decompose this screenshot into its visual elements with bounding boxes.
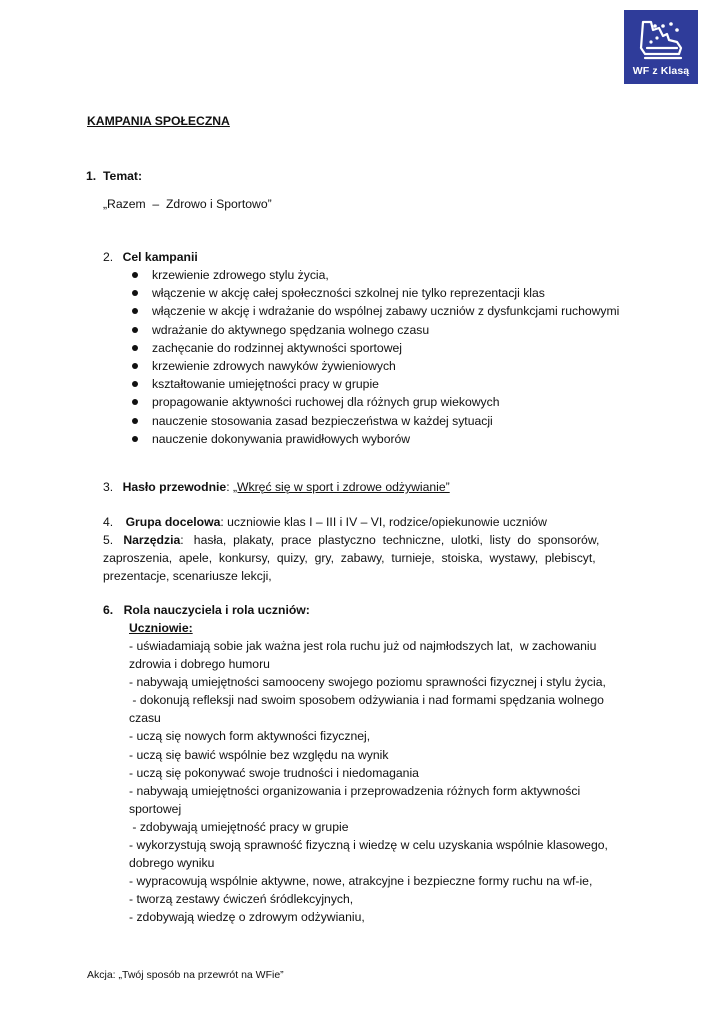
goal-item: [129, 339, 689, 357]
section-5-line-3: prezentacje, scenariusze lekcji,: [103, 569, 272, 584]
section-1-number: 1.: [86, 169, 97, 183]
bullet-icon: [132, 381, 138, 387]
role-line: - zdobywają umiejętność pracy w grupie: [129, 819, 349, 834]
section-3: [103, 478, 450, 496]
role-line: - uczą się nowych form aktywności fizycznej,: [129, 729, 371, 744]
role-line: dobrego wyniku: [129, 856, 215, 871]
section-2-number: 2.: [103, 250, 114, 264]
section-1-theme: „Razem – Zdrowo i Sportowo”: [103, 197, 272, 211]
page-footer: Akcja: „Twój sposób na przewrót na WFie”: [87, 969, 284, 981]
document-title: KAMPANIA SPOŁECZNA: [87, 114, 230, 128]
goal-text: krzewienie zdrowych nawyków żywieniowych: [152, 358, 396, 373]
logo-text: WF z Klasą: [632, 65, 690, 77]
goal-item: [129, 302, 689, 320]
sneaker-icon: [637, 18, 685, 64]
goal-item: [129, 357, 689, 375]
bullet-icon: [132, 399, 138, 405]
section-3-label: Hasło przewodnie: [122, 480, 227, 494]
goal-item: [129, 412, 689, 430]
goal-text: zachęcanie do rodzinnej aktywności sportowej: [152, 340, 402, 355]
role-line: - wykorzystują swoją sprawność fizyczną i wiedzę w celu uzyskania wspólnie klasowego,: [129, 838, 608, 853]
role-line: zdrowia i dobrego humoru: [129, 657, 270, 672]
section-4-label: Grupa docelowa: [125, 515, 221, 529]
bullet-icon: [132, 327, 138, 333]
goal-text: nauczenie stosowania zasad bezpieczeństwa w każdej sytuacji: [152, 413, 493, 428]
role-line: - nabywają umiejętności samooceny swojego poziomu sprawności fizycznej i stylu życia,: [129, 675, 606, 690]
section-5-text-1: : hasła, plakaty, prace plastyczno techniczne, ulotki, listy do sponsorów,: [180, 533, 600, 547]
goal-item: [129, 375, 689, 393]
goals-list: [129, 266, 689, 448]
section-5-line-2: zaproszenia, apele, konkursy, quizy, gry, zabawy, turnieje, stoiska, wystawy, plebiscyt,: [103, 551, 596, 566]
section-3-separator: :: [226, 480, 233, 494]
section-6-heading: [103, 601, 310, 619]
goal-text: kształtowanie umiejętności pracy w grupie: [152, 377, 379, 392]
role-line: - zdobywają wiedzę o zdrowym odżywianiu,: [129, 910, 365, 925]
bullet-icon: [132, 345, 138, 351]
goal-text: włączenie w akcję całej społeczności szkolnej nie tylko reprezentacji klas: [152, 286, 545, 301]
section-2-heading: [103, 248, 198, 266]
role-line: - nabywają umiejętności organizowania i przeprowadzenia różnych form aktywności: [129, 783, 581, 798]
section-5-line-1: [103, 531, 638, 549]
section-2-label: Cel kampanii: [122, 250, 198, 264]
role-line: - uświadamiają sobie jak ważna jest rola ruchu już od najmłodszych lat, w zachowaniu: [129, 639, 597, 653]
goal-text: propagowanie aktywności ruchowej dla różnych grup wiekowych: [152, 395, 500, 410]
bullet-icon: [132, 272, 138, 278]
role-line: sportowej: [129, 801, 182, 816]
goal-item: [129, 321, 689, 339]
goal-text: nauczenie dokonywania prawidłowych wyborów: [152, 431, 411, 446]
goal-item: [129, 284, 689, 302]
role-line: - uczą się bawić wspólnie bez względu na wynik: [129, 747, 389, 762]
students-roles: [129, 637, 638, 927]
goal-item: [129, 266, 689, 284]
section-4-text: : uczniowie klas I – III i IV – VI, rodzice/opiekunowie uczniów: [220, 515, 547, 529]
role-line: - wypracowują wspólnie aktywne, nowe, atrakcyjne i bezpieczne formy ruchu na wf-ie,: [129, 874, 593, 889]
role-line: - dokonują refleksji nad swoim sposobem odżywiania i nad formami spędzania wolnego: [129, 693, 604, 708]
section-4: [103, 513, 547, 531]
goal-item: [129, 393, 689, 411]
section-5-number: 5.: [103, 533, 114, 547]
bullet-icon: [132, 308, 138, 314]
slogan: „Wkręć się w sport i zdrowe odżywianie”: [232, 480, 450, 494]
role-line: - uczą się pokonywać swoje trudności i niedomagania: [129, 765, 419, 780]
section-4-number: 4.: [103, 515, 114, 529]
bullet-icon: [132, 290, 138, 296]
goal-item: [129, 430, 689, 448]
section-5-label: Narzędzia: [123, 533, 181, 547]
role-line: czasu: [129, 711, 161, 726]
goal-text: włączenie w akcję i wdrażanie do wspólnej zabawy uczniów z dysfunkcjami ruchowymi: [152, 304, 620, 319]
section-6-label: Rola nauczyciela i rola uczniów:: [123, 603, 310, 617]
goal-text: wdrażanie do aktywnego spędzania wolnego czasu: [152, 322, 430, 337]
goal-text: krzewienie zdrowego stylu życia,: [152, 268, 329, 282]
section-6-number: 6.: [103, 603, 114, 617]
students-subheading: Uczniowie:: [129, 621, 193, 635]
section-1-heading: Temat:: [103, 169, 143, 183]
logo: [624, 10, 698, 84]
bullet-icon: [132, 418, 138, 424]
role-line: - tworzą zestawy ćwiczeń śródlekcyjnych,: [129, 892, 354, 907]
bullet-icon: [132, 363, 138, 369]
section-3-number: 3.: [103, 480, 114, 494]
bullet-icon: [132, 436, 138, 442]
section-5: [103, 531, 638, 585]
